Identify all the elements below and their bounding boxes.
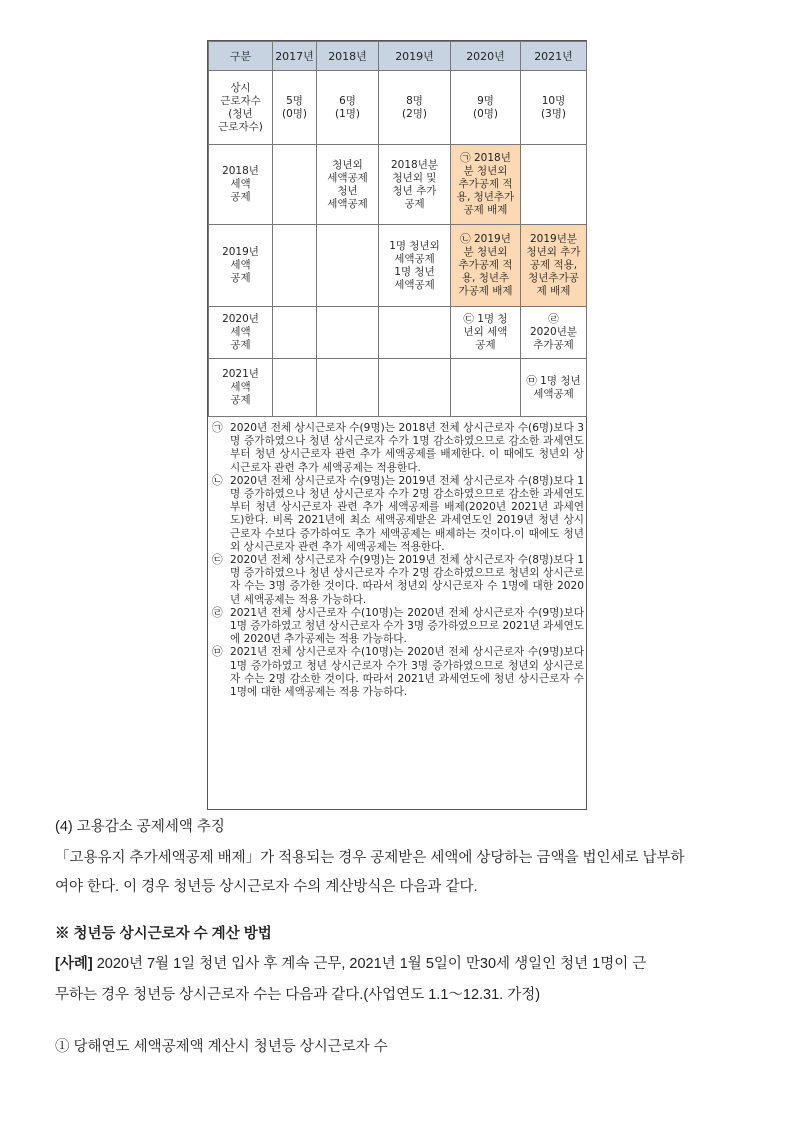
tax-credit-table <box>208 41 587 417</box>
row-label <box>209 359 273 417</box>
table-cell <box>379 359 451 417</box>
list-item: ① 당해연도 세액공제액 계산시 청년등 상시근로자 수 <box>55 1039 388 1055</box>
section-heading: (4) 고용감소 공제세액 추징 <box>55 819 225 835</box>
column-header: 2017년 <box>273 42 317 71</box>
table-notes <box>212 422 584 699</box>
cell-text: 1명 청년외 세액공제 1명 청년 세액공제 <box>389 239 440 291</box>
cell-text: ㉤ 1명 청년 세액공제 <box>526 374 581 400</box>
row-label-text: 2019년 세액 공제 <box>222 246 259 284</box>
table-cell <box>379 307 451 359</box>
table-row <box>209 71 587 145</box>
table-cell <box>273 145 317 225</box>
row-label-text: 상시 근로자수 (청년 근로자수) <box>218 81 263 133</box>
table-cell <box>451 145 521 225</box>
table-cell <box>379 71 451 145</box>
note-item <box>212 422 584 475</box>
example-line <box>55 952 646 973</box>
row-label <box>209 225 273 307</box>
cell-text: 10명 (3명) <box>540 94 567 120</box>
cell-text: 5명 (0명) <box>281 94 308 120</box>
paragraph-line: 「고용유지 추가세액공제 배제」가 적용되는 경우 공제받은 세액에 상당하는 금액을 법인세로 납부하 <box>55 850 685 866</box>
table-cell <box>451 225 521 307</box>
table-cell <box>521 307 587 359</box>
table-cell <box>317 225 379 307</box>
table-cell <box>451 307 521 359</box>
row-label-text: 2018년 세액 공제 <box>222 165 259 203</box>
column-header: 2018년 <box>317 42 379 71</box>
cell-text: 8명 (2명) <box>401 94 428 120</box>
table-cell <box>273 307 317 359</box>
table-cell <box>317 359 379 417</box>
cell-text: ㉣ 2020년분 추가공제 <box>529 313 577 351</box>
note-text: 2020년 전체 상시근로자 수(9명)는 2019년 전체 상시근로자 수(8명)보다 1명 증가하였으나 청년 상시근로자 수가 2명 감소하였으므로 감소한 과세연도부터 청년 상시근로자 관련 추가 세액공제를 배제(2020년 2021년 과세연도)한다. 비록 2021년에 최소 세액공제받은 과세연도인 2019년 청년 상시근로자 수보다 증가하여도 추가 세액공제는 배제하는 것이다.이 때에도 청년외 상시근로자 관련 추가 세액공제는 적용한다. <box>230 474 584 553</box>
note-marker: ㉠ <box>212 422 223 434</box>
table-cell <box>379 225 451 307</box>
row-label <box>209 145 273 225</box>
table-cell <box>273 359 317 417</box>
table-cell <box>521 145 587 225</box>
cell-text: ㉢ 1명 청 년외 세액 공제 <box>463 313 508 351</box>
note-marker: ㉤ <box>212 646 223 659</box>
note-text: 2020년 전체 상시근로자 수(9명)는 2018년 전체 상시근로자 수(6명)보다 3명 증가하였으나 청년 상시근로자 수가 1명 감소하였으므로 감소한 과세연도부터 청년 상시근로자 관련 추가 세액공제를 배제한다. 이 때에도 청년외 상시근로자 관련 추가 세액공제는 적용한다. <box>230 422 584 474</box>
example-line: 무하는 경우 청년등 상시근로자 수는 다음과 같다.(사업연도 1.1～12.31. 가정) <box>55 987 541 1003</box>
column-header: 구분 <box>209 42 273 71</box>
row-label-text: 2021년 세액 공제 <box>222 368 259 406</box>
note-item <box>212 554 584 607</box>
table-cell <box>317 71 379 145</box>
row-label <box>209 307 273 359</box>
note-marker: ㉣ <box>212 606 223 619</box>
note-item <box>212 607 584 647</box>
cell-text: ㉡ 2019년 분 청년외 추가공제 적 용, 청년추 가공제 배제 <box>458 233 513 297</box>
cell-text: 2018년분 청년외 및 청년 추가 공제 <box>390 158 438 210</box>
column-header: 2020년 <box>451 42 521 71</box>
cell-text: 6명 (1명) <box>334 94 361 120</box>
note-text: 2021년 전체 상시근로자 수(10명)는 2020년 전체 상시근로자 수(9명)보다 1명 증가하였고 청년 상시근로자 수가 3명 증가하였으므로 청년외 상시근로자 수는 2명 감소한 것이다. 따라서 2021년 과세연도에 청년 상시근로자 수 1명에 대한 세액공제는 적용 가능하다. <box>230 646 584 699</box>
paragraph-line: 여야 한다. 이 경우 청년등 상시근로자 수의 계산방식은 다음과 같다. <box>55 879 478 895</box>
note-marker: ㉢ <box>212 554 223 567</box>
table-cell <box>521 225 587 307</box>
cell-text: ㉠ 2018년 분 청년외 추가공제 적 용, 청년추가 공제 배제 <box>456 152 515 216</box>
table-cell <box>451 71 521 145</box>
table-row <box>209 307 587 359</box>
note-text: 2020년 전체 상시근로자 수(9명)는 2019년 전체 상시근로자 수(8명)보다 1명 증가하였으나 청년 상시근로자 수가 2명 감소하였으므로 청년외 상시근로자 수는 3명 증가한 것이다. 따라서 청년외 상시근로자 수 1명에 대한 2020년 세액공제는 적용 가능하다. <box>230 554 584 606</box>
example-label: [사례] <box>55 956 93 972</box>
table-cell <box>317 145 379 225</box>
note-marker: ㉡ <box>212 474 223 487</box>
employment-tax-credit-figure <box>207 40 587 810</box>
note-item <box>212 646 584 699</box>
table-cell <box>521 359 587 417</box>
note-text: 2021년 전체 상시근로자 수(10명)는 2020년 전체 상시근로자 수(9명)보다 1명 증가하였고 청년 상시근로자 수가 3명 증가하였으므로 2021년 과세연도에 2020년 추가공제는 적용 가능하다. <box>230 606 584 646</box>
table-cell <box>273 225 317 307</box>
method-heading: ※ 청년등 상시근로자 수 계산 방법 <box>55 926 272 942</box>
table-header-row <box>209 42 587 71</box>
cell-text: 9명 (0명) <box>472 94 499 120</box>
table-cell <box>379 145 451 225</box>
table-cell <box>451 359 521 417</box>
table-cell <box>521 71 587 145</box>
row-label <box>209 71 273 145</box>
table-cell <box>317 307 379 359</box>
column-header: 2021년 <box>521 42 587 71</box>
table-row <box>209 225 587 307</box>
table-cell <box>273 71 317 145</box>
cell-text: 2019년분 청년외 추가 공제 적용, 청년추가공 제 배제 <box>526 233 581 297</box>
row-label-text: 2020년 세액 공제 <box>222 313 259 351</box>
cell-text: 청년외 세액공제 청년 세액공제 <box>327 158 368 210</box>
table-row <box>209 145 587 225</box>
column-header: 2019년 <box>379 42 451 71</box>
example-text: 2020년 7월 1일 청년 입사 후 계속 근무, 2021년 1월 5일이 만30세 생일인 청년 1명이 근 <box>92 956 647 972</box>
note-item <box>212 475 584 554</box>
table-row <box>209 359 587 417</box>
